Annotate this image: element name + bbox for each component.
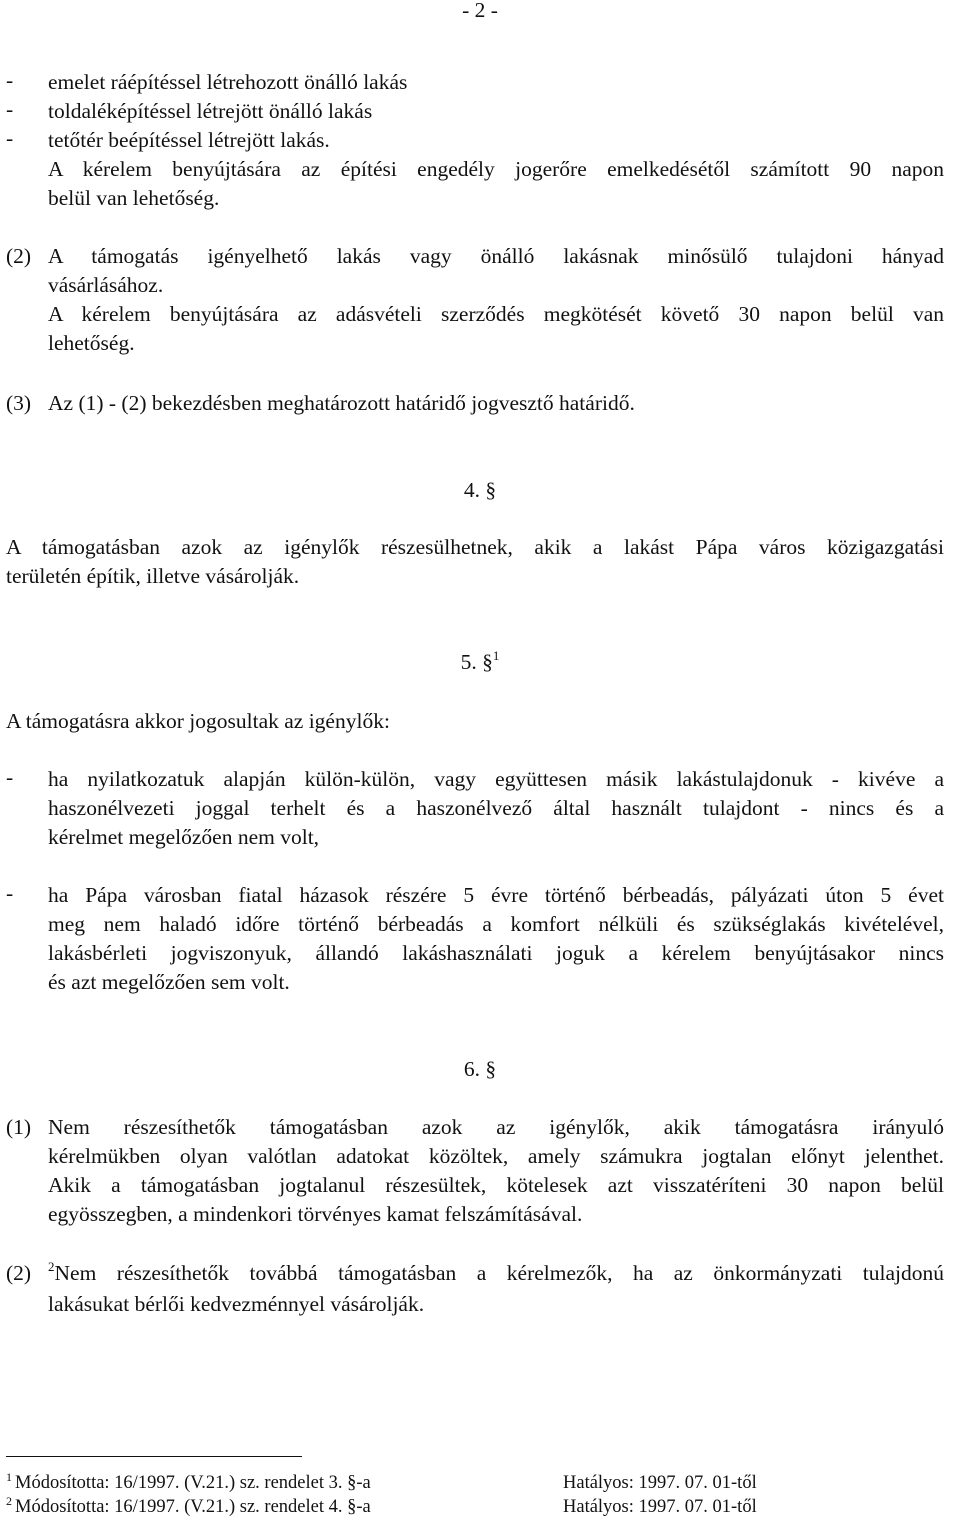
footnote-text: Módosította: 16/1997. (V.21.) sz. rendelet 3. §-a bbox=[15, 1473, 371, 1493]
eligibility-item bbox=[48, 765, 944, 852]
footnote-effective: Hatályos: 1997. 07. 01-től bbox=[563, 1473, 757, 1493]
list-item: tetőtér beépítéssel létrejött lakás. bbox=[48, 128, 330, 152]
list-item: toldaléképítéssel létrejött önálló lakás bbox=[48, 99, 373, 123]
list-dash: - bbox=[6, 68, 14, 92]
list-dash: - bbox=[6, 765, 14, 789]
paragraph-label: (2) bbox=[6, 1261, 32, 1285]
footnote-number: 1 bbox=[6, 1470, 12, 1484]
text-line: egyösszegben, a mindenkori törvényes kamat felszámításával. bbox=[48, 1202, 583, 1226]
text-line: A kérelem benyújtására az adásvételi szerződés megkötését követő 30 napon belül van bbox=[48, 302, 944, 326]
paragraph-label: (1) bbox=[6, 1115, 32, 1139]
text-line: belül van lehetőség. bbox=[48, 186, 220, 210]
eligibility-item bbox=[48, 881, 944, 997]
section-6-paragraph-1 bbox=[48, 1113, 944, 1229]
text-line: kérelmükben olyan valótlan adatokat közöltek, amely számukra jogtalan előnyt jelenthet. bbox=[48, 1144, 944, 1168]
text-line: lakásukat bérlői kedvezménnyel vásárolják. bbox=[48, 1292, 425, 1316]
section-heading: 6. § bbox=[463, 1057, 497, 1081]
text-line: kérelmet megelőzően nem volt, bbox=[48, 825, 320, 849]
page-number: - 2 - bbox=[462, 0, 498, 22]
footnote-effective: Hatályos: 1997. 07. 01-től bbox=[563, 1497, 757, 1517]
text-line: területén építik, illetve vásárolják. bbox=[6, 564, 300, 588]
paragraph-2 bbox=[48, 242, 944, 358]
list-dash: - bbox=[6, 126, 14, 150]
footnote-ref: 2 bbox=[48, 1259, 55, 1274]
paragraph-label: (2) bbox=[6, 244, 32, 268]
text-line: Akik a támogatásban jogtalanul részesültek, kötelesek azt visszatéríteni 30 napon belül bbox=[48, 1173, 944, 1197]
paragraph-deadline-1 bbox=[48, 155, 944, 213]
list-item: emelet ráépítéssel létrehozott önálló lakás bbox=[48, 70, 408, 94]
list-dash: - bbox=[6, 881, 14, 905]
text-line: A kérelem benyújtására az építési engedély jogerőre emelkedésétől számított 90 napon bbox=[48, 157, 944, 181]
footnote-text: Módosította: 16/1997. (V.21.) sz. rendelet 4. §-a bbox=[15, 1497, 371, 1517]
text-line bbox=[48, 1259, 944, 1290]
section-4-text bbox=[6, 533, 944, 591]
footnote-number: 2 bbox=[6, 1494, 12, 1508]
paragraph-3: Az (1) - (2) bekezdésben meghatározott határidő jogvesztő határidő. bbox=[48, 391, 635, 415]
footnote-separator bbox=[6, 1456, 302, 1457]
section-5-intro: A támogatásra akkor jogosultak az igénylők: bbox=[6, 709, 390, 733]
text-line: meg nem haladó időre történő bérbeadás a komfort nélküli és szükséglakás kivételével, bbox=[48, 912, 944, 936]
footnote bbox=[6, 1471, 371, 1496]
footnote-ref: 1 bbox=[492, 648, 500, 663]
footnote bbox=[6, 1495, 371, 1520]
paragraph-label: (3) bbox=[6, 391, 32, 415]
text-line: haszonélvezeti joggal terhelt és a haszonélvező által használt tulajdont - nincs és a bbox=[48, 796, 944, 820]
text-line: Nem részesíthetők támogatásban azok az igénylők, akik támogatásra irányuló bbox=[48, 1115, 944, 1139]
section-6-paragraph-2 bbox=[48, 1259, 944, 1319]
text-line: ha nyilatkozatuk alapján külön-külön, vagy együttesen másik lakástulajdonuk - kivéve a bbox=[48, 767, 944, 791]
text-line: ha Pápa városban fiatal házasok részére 5 évre történő bérbeadás, pályázati úton 5 évet bbox=[48, 883, 944, 907]
text-line: A támogatás igényelhető lakás vagy önálló lakásnak minősülő tulajdoni hányad bbox=[48, 244, 944, 268]
text-line-content: Nem részesíthetők továbbá támogatásban a kérelmezők, ha az önkormányzati tulajdonú bbox=[54, 1261, 944, 1285]
text-line: és azt megelőzően sem volt. bbox=[48, 970, 290, 994]
section-heading-text: 5. § bbox=[460, 650, 493, 674]
text-line: A támogatásban azok az igénylők részesülhetnek, akik a lakást Pápa város közigazgatási bbox=[6, 535, 944, 559]
section-heading bbox=[0, 648, 960, 679]
text-line: vásárlásához. bbox=[48, 273, 164, 297]
text-line: lehetőség. bbox=[48, 331, 135, 355]
text-line: lakásbérleti jogviszonyuk, állandó lakáshasználati joguk a kérelem benyújtásakor nincs bbox=[48, 941, 944, 965]
list-dash: - bbox=[6, 97, 14, 121]
section-heading: 4. § bbox=[463, 478, 497, 502]
